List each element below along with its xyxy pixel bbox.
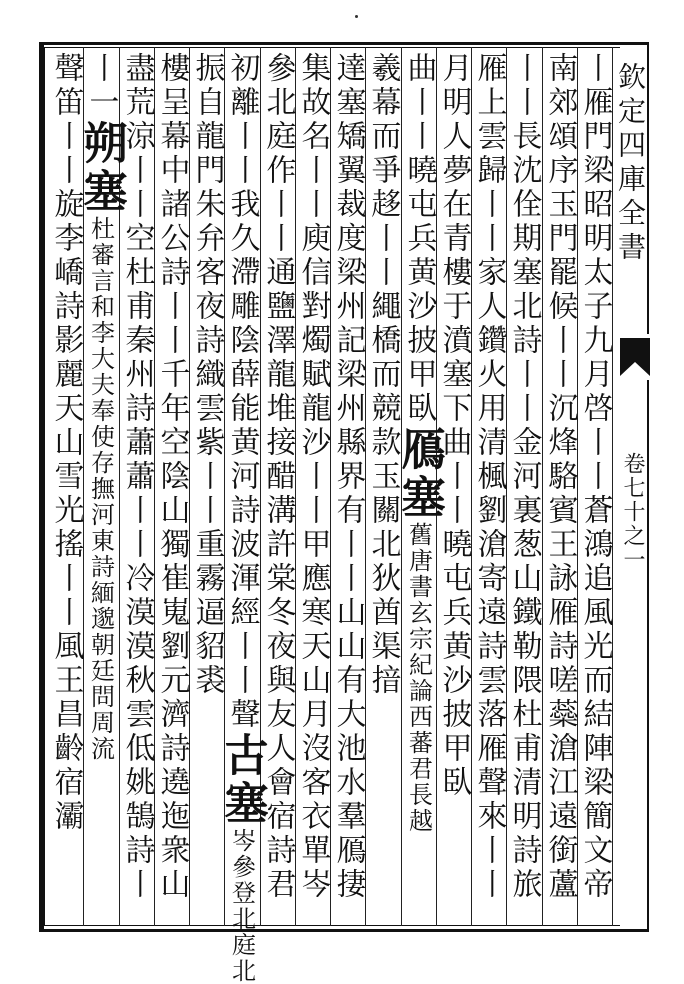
column-text: 丨一 (83, 52, 119, 120)
fishtail-mark-icon (620, 334, 650, 380)
text-column (506, 52, 541, 922)
column-text: 集故名丨丨庾信對燭賦龍沙丨丨甲應寒天山月沒客衣單岑 (295, 52, 331, 902)
text-column (577, 52, 612, 922)
section-heading: 古塞 (216, 732, 268, 828)
top-rule (44, 47, 620, 48)
column-text: 丨丨長沈佺期塞北詩丨丨金河裏葱山鐵勒隈杜甫清明詩旅 (506, 52, 542, 902)
column-rule (401, 47, 402, 926)
column-text: 盡荒涼丨丨空杜甫秦州詩蕭蕭丨丨冷漠漠秋雲低姚鵠詩丨 (119, 52, 155, 902)
text-column (393, 52, 445, 922)
column-text: 振自龍門朱弁客夜詩織雲紫丨丨重霧逼貂裘 (189, 52, 225, 698)
column-text: 曲丨丨曉屯兵黄沙披甲臥 (436, 426, 472, 800)
text-column (75, 52, 127, 922)
column-text: 曲丨丨曉屯兵黄沙披甲臥 (401, 52, 437, 426)
page-dot (355, 15, 358, 18)
text-column (365, 52, 400, 922)
text-column (471, 52, 506, 922)
section-heading: 朔塞 (75, 120, 127, 216)
column-text: 雁上雲歸丨丨家人鑽火用清楓劉滄寄遠詩雲落雁聲來丨丨 (471, 52, 507, 902)
text-column (189, 52, 224, 922)
column-text: 參北庭作丨丨通鹽澤龍堆接醋溝許棠冬夜與友人會宿詩君 (260, 52, 296, 902)
column-text: 初離丨丨我久滯雕陰薛能黄河詩波渾經丨丨聲 (224, 52, 260, 732)
annotation-text: 杜審言和李大夫奉使存撫河東詩緬邈朝廷問周流 (86, 216, 115, 762)
column-text: 達塞矯翼裁度梁州記梁州縣界有丨丨山山有大池水羣鴈捿 (330, 52, 366, 902)
column-text: 聲笛丨丨旋李嶠詩影麗天山雪光搖丨丨風王昌齡宿灞 (48, 52, 84, 834)
book-title: 欽定四庫全書 (614, 62, 647, 266)
text-column (330, 52, 365, 922)
section-heading: 鴈塞 (393, 426, 445, 522)
column-text: 南郊頌序玉門罷候丨丨沉烽駱賓王詠雁詩嗟蘂滄江遠銜蘆 (542, 52, 578, 902)
column-text: 月明人夢在青樓于濆塞下 (436, 52, 472, 426)
column-text: 樓呈幕中諸公詩丨丨千年空陰山獨崔嵬劉元濟詩遶迤衆山 (154, 52, 190, 902)
column-rule (542, 47, 543, 926)
annotation-text: 舊唐書玄宗紀論西蕃君長越 (404, 522, 433, 834)
volume-label: 卷七十之一 (620, 452, 645, 572)
text-column (48, 52, 83, 922)
text-column (295, 52, 330, 922)
text-column (154, 52, 189, 922)
column-text: 丨雁門梁昭明太子九月啓丨丨蒼鴻追風光而結陣梁簡文帝 (577, 52, 613, 902)
column-text: 羲幕而爭趍丨丨繩橋而競款玉關北狄酋渠揞 (365, 52, 401, 698)
annotation-text: 岑參登北庭北 (227, 828, 256, 984)
margin-gutter (614, 42, 650, 932)
text-column (216, 52, 268, 984)
text-column (542, 52, 577, 922)
